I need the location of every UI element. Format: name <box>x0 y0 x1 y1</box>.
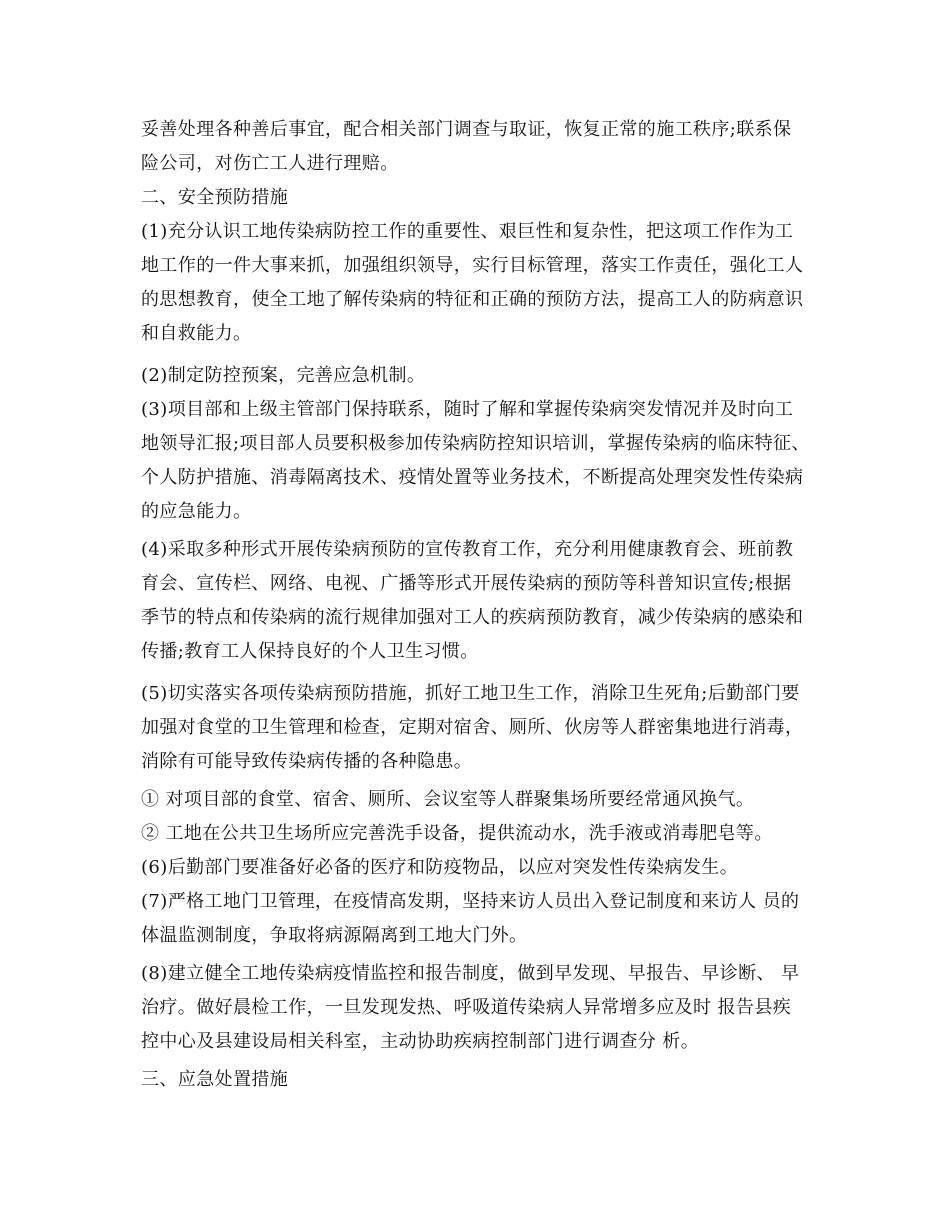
text-line: 险公司，对伤亡工人进行理赔。 <box>141 153 399 174</box>
text-line: 体温监测制度，争取将病源隔离到工地大门外。 <box>141 925 528 946</box>
text-line: 地工作的一件大事来抓，加强组织领导，实行目标管理，落实工作责任，强化工人 <box>141 255 804 276</box>
text-line: 个人防护措施、消毒隔离技术、疫情处置等业务技术，不断提高处理突发性传染病 <box>141 467 804 488</box>
text-line: (1)充分认识工地传染病防控工作的重要性、艰巨性和复杂性，把这项工作作为工 <box>141 221 794 242</box>
text-line: (4)采取多种形式开展传染病预防的宣传教育工作，充分利用健康教育会、班前教 <box>141 539 794 560</box>
text-line: 育会、宣传栏、网络、电视、广播等形式开展传染病的预防等科普知识宣传;根据 <box>141 573 792 594</box>
text-line: 治疗。做好晨检工作，一旦发现发热、呼吸道传染病人异常增多应及时 报告县疾 <box>141 997 792 1018</box>
text-line: 和自救能力。 <box>141 323 252 344</box>
text-line: 的应急能力。 <box>141 501 252 522</box>
text-line: 加强对食堂的卫生管理和检查，定期对宿舍、厕所、伙房等人群密集地进行消毒， <box>141 717 804 738</box>
text-line: 消除有可能导致传染病传播的各种隐患。 <box>141 751 473 772</box>
section-heading: 二、安全预防措施 <box>141 187 289 208</box>
text-line: 控中心及县建设局相关科室，主动协助疾病控制部门进行调查分 析。 <box>141 1031 700 1052</box>
text-line: (5)切实落实各项传染病预防措施，抓好工地卫生工作，消除卫生死角;后勤部门要 <box>141 683 800 704</box>
text-line: (8)建立健全工地传染病疫情监控和报告制度，做到早发现、早报告、早诊断、 早 <box>141 963 800 984</box>
text-line: 的思想教育，使全工地了解传染病的特征和正确的预防方法，提高工人的防病意识 <box>141 289 804 310</box>
text-line: ② 工地在公共卫生场所应完善洗手设备，提供流动水，洗手液或消毒肥皂等。 <box>141 823 773 844</box>
text-line: 季节的特点和传染病的流行规律加强对工人的疾病预防教育，减少传染病的感染和 <box>141 607 804 628</box>
text-line: (7)严格工地门卫管理，在疫情高发期，坚持来访人员出入登记制度和来访人 员的 <box>141 891 800 912</box>
text-line: (3)项目部和上级主管部门保持联系，随时了解和掌握传染病突发情况并及时向工 <box>141 399 794 420</box>
section-heading: 三、应急处置措施 <box>141 1069 289 1090</box>
text-line: 地领导汇报;项目部人员要积极参加传染病防控知识培训，掌握传染病的临床特征、 <box>141 433 810 454</box>
text-line: 传播;教育工人保持良好的个人卫生习惯。 <box>141 641 479 662</box>
text-line: 妥善处理各种善后事宜，配合相关部门调查与取证，恢复正常的施工秩序;联系保 <box>141 119 792 140</box>
text-line: ① 对项目部的食堂、宿舍、厕所、会议室等人群聚集场所要经常通风换气。 <box>141 789 755 810</box>
text-line: (6)后勤部门要准备好必备的医疗和防疫物品，以应对突发性传染病发生。 <box>141 857 739 878</box>
text-line: (2)制定防控预案，完善应急机制。 <box>141 365 426 386</box>
